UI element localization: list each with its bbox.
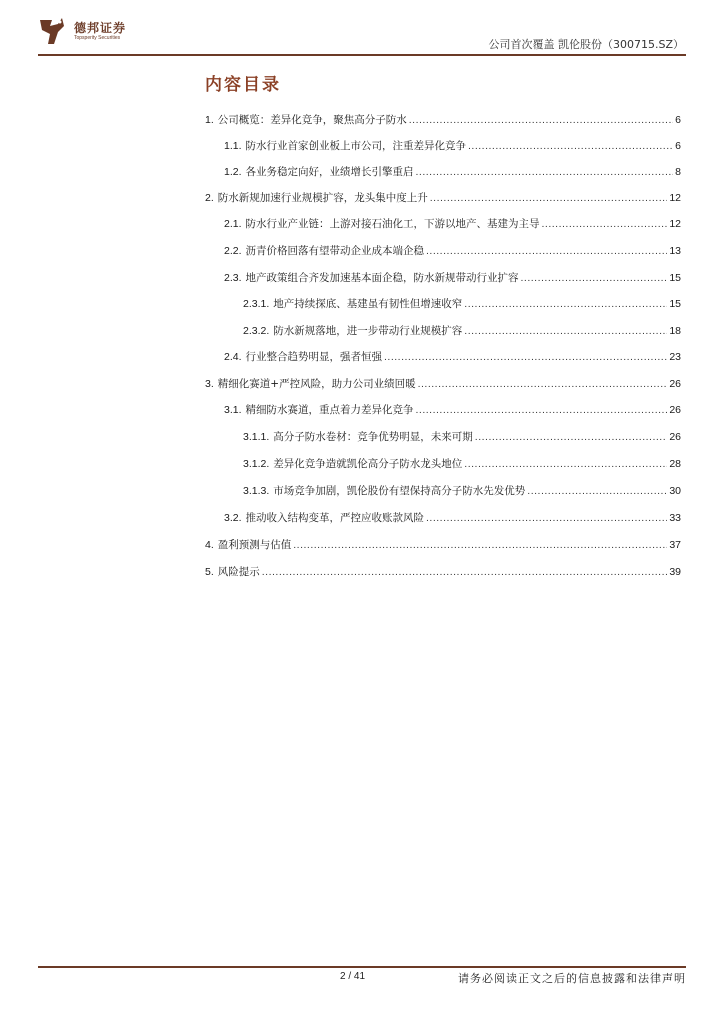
- toc-entry-number: 2.1.: [224, 218, 242, 230]
- company-logo: [38, 14, 148, 48]
- toc-entry-page: 26: [669, 431, 681, 443]
- toc-entry-page: 6: [675, 140, 681, 152]
- toc-entry[interactable]: [224, 244, 681, 258]
- logo-name-cn: 德邦证券: [74, 20, 127, 35]
- toc-entry-label: 防水新规落地，进一步带动行业规模扩容: [273, 325, 463, 337]
- toc-leader-dots: [430, 191, 668, 205]
- toc-leader-dots: [262, 565, 668, 579]
- toc-leader-dots: [468, 139, 673, 153]
- toc-entry-number: 1.: [205, 114, 214, 126]
- toc-entry-page: 30: [669, 485, 681, 497]
- toc-entry-label: 防水行业首家创业板上市公司，注重差异化竞争: [245, 140, 467, 152]
- toc-leader-dots: [527, 484, 667, 498]
- toc-leader-dots: [426, 244, 667, 258]
- toc-entry-page: 39: [669, 566, 681, 578]
- toc-entry-label: 地产政策组合齐发加速基本面企稳，防水新规带动行业扩容: [245, 272, 519, 284]
- toc-leader-dots: [464, 324, 667, 338]
- toc-entry-label: 防水新规加速行业规模扩容，龙头集中度上升: [217, 192, 428, 204]
- toc-entry[interactable]: [224, 511, 681, 525]
- toc-entry-number: 2.4.: [224, 351, 242, 363]
- toc-entry[interactable]: [224, 217, 681, 231]
- toc-entry-number: 2.3.: [224, 272, 242, 284]
- toc-entry-page: 26: [669, 404, 681, 416]
- toc-entry-label: 地产持续探底、基建虽有韧性但增速收窄: [273, 298, 463, 310]
- toc-entry-label: 差异化竞争造就凯伦高分子防水龙头地位: [273, 458, 463, 470]
- toc-entry-number: 1.2.: [224, 166, 242, 178]
- toc-entry-page: 26: [669, 378, 681, 390]
- toc-entry-label: 推动收入结构变革，严控应收账款风险: [245, 512, 425, 524]
- toc-entry-page: 8: [675, 166, 681, 178]
- toc-entry[interactable]: [243, 457, 681, 471]
- logo-name-en: Topsperity Securities: [74, 34, 121, 41]
- toc-leader-dots: [416, 403, 668, 417]
- toc-leader-dots: [464, 297, 667, 311]
- toc-entry-page: 23: [669, 351, 681, 363]
- toc-entry-page: 28: [669, 458, 681, 470]
- toc-entry-page: 12: [669, 192, 681, 204]
- toc-entry[interactable]: [205, 191, 681, 205]
- toc-entry-number: 5.: [205, 566, 214, 578]
- toc-entry-label: 风险提示: [217, 566, 260, 578]
- toc-entry-number: 4.: [205, 539, 214, 551]
- toc-entry-number: 2.3.1.: [243, 298, 270, 310]
- toc-entry[interactable]: [224, 139, 681, 153]
- disclaimer-note: 请务必阅读正文之后的信息披露和法律声明: [458, 972, 686, 985]
- toc-entry[interactable]: [243, 484, 681, 498]
- toc-entry[interactable]: [205, 377, 681, 391]
- toc-entry-label: 防水行业产业链：上游对接石油化工，下游以地产、基建为主导: [245, 218, 540, 230]
- toc-entry-page: 15: [669, 298, 681, 310]
- toc-entry-number: 2.2.: [224, 245, 242, 257]
- toc-entry-label: 精细化赛道+严控风险，助力公司业绩回暖: [217, 378, 416, 390]
- toc-entry-number: 3.1.: [224, 404, 242, 416]
- toc-entry-number: 2.3.2.: [243, 325, 270, 337]
- toc-leader-dots: [521, 271, 668, 285]
- footer-divider: [38, 966, 686, 968]
- toc-entry-label: 行业整合趋势明显，强者恒强: [245, 351, 383, 363]
- toc-entry-page: 33: [669, 512, 681, 524]
- toc-entry-number: 3.: [205, 378, 214, 390]
- toc-leader-dots: [426, 511, 667, 525]
- toc-leader-dots: [416, 165, 674, 179]
- toc-entry-page: 37: [669, 539, 681, 551]
- toc-entry[interactable]: [224, 271, 681, 285]
- toc-leader-dots: [409, 113, 673, 127]
- toc-entry[interactable]: [205, 538, 681, 552]
- toc-entry-label: 公司概览：差异化竞争，聚焦高分子防水: [217, 114, 407, 126]
- page-number: 2 / 41: [340, 971, 366, 982]
- toc-entry-label: 盈利预测与估值: [217, 539, 292, 551]
- toc-leader-dots: [418, 377, 668, 391]
- toc-entry-page: 12: [669, 218, 681, 230]
- toc-entry-label: 高分子防水卷材：竞争优势明显，未来可期: [273, 431, 473, 443]
- toc-entry[interactable]: [224, 165, 681, 179]
- report-info: 公司首次覆盖 凯伦股份（300715.SZ）: [488, 38, 684, 51]
- logo-icon: [38, 16, 68, 46]
- toc-leader-dots: [464, 457, 667, 471]
- toc-entry[interactable]: [224, 403, 681, 417]
- header-divider: [38, 54, 686, 56]
- toc-entry-page: 6: [675, 114, 681, 126]
- toc-entry-number: 1.1.: [224, 140, 242, 152]
- toc-entry-page: 18: [669, 325, 681, 337]
- toc-entry[interactable]: [205, 565, 681, 579]
- toc-entry[interactable]: [243, 324, 681, 338]
- toc-entry-number: 3.2.: [224, 512, 242, 524]
- toc-entry-label: 精细防水赛道，重点着力差异化竞争: [245, 404, 414, 416]
- toc-entry-number: 3.1.3.: [243, 485, 270, 497]
- toc-entry[interactable]: [205, 113, 681, 127]
- toc-leader-dots: [475, 430, 668, 444]
- toc-title: 内容目录: [205, 75, 281, 95]
- toc-entry-number: 3.1.2.: [243, 458, 270, 470]
- toc-entry[interactable]: [243, 430, 681, 444]
- toc-entry-label: 市场竞争加剧，凯伦股份有望保持高分子防水先发优势: [273, 485, 526, 497]
- toc-entry-page: 15: [669, 272, 681, 284]
- toc-entry-label: 各业务稳定向好，业绩增长引擎重启: [245, 166, 414, 178]
- toc-entry[interactable]: [224, 350, 681, 364]
- toc-leader-dots: [542, 217, 668, 231]
- toc-entry-number: 3.1.1.: [243, 431, 270, 443]
- toc-entry[interactable]: [243, 297, 681, 311]
- toc-entry-label: 沥青价格回落有望带动企业成本端企稳: [245, 245, 425, 257]
- toc-entry-number: 2.: [205, 192, 214, 204]
- toc-leader-dots: [384, 350, 667, 364]
- toc-leader-dots: [293, 538, 667, 552]
- page-header: [38, 14, 686, 58]
- toc-entry-page: 13: [669, 245, 681, 257]
